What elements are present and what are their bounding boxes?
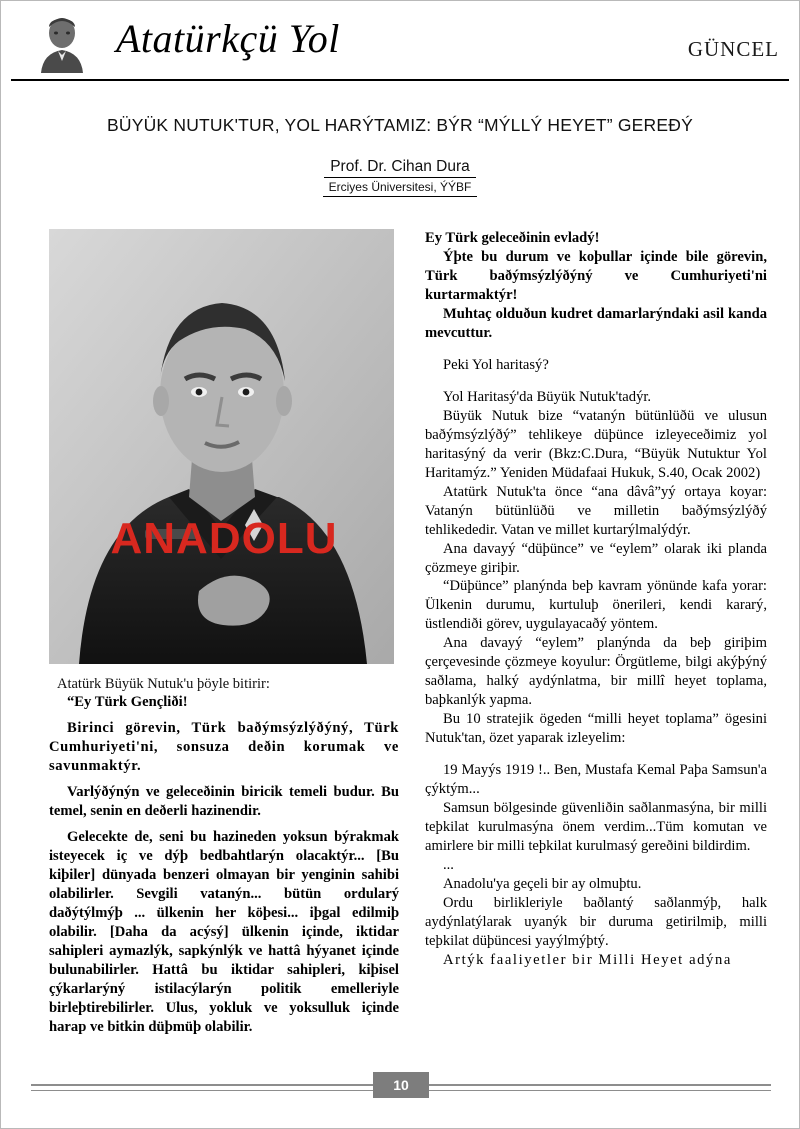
- masthead-title: Atatürkçü Yol: [116, 16, 340, 61]
- article-author: Prof. Dr. Cihan Dura: [324, 158, 476, 178]
- left-paragraph-1: Birinci görevin, Türk baðýmsýzlýðýný, Türk Cumhuriyeti'ni, sonsuza deðin korumak ve savunmaktýr.: [49, 719, 399, 774]
- page-number: 10: [373, 1072, 429, 1098]
- right-paragraph-3: Peki Yol haritasý?: [443, 356, 549, 373]
- article-affiliation: Erciyes Üniversitesi, ÝÝBF: [323, 179, 478, 197]
- photo-caption: Atatürk Büyük Nutuk'u þöyle bitirir:: [57, 676, 270, 692]
- left-paragraph-3: Gelecekte de, seni bu hazineden yoksun býrakmak isteyecek iç ve dýþ bedbahtlarýn olacaktýr... [Bu kiþiler] dünyada benzeri olmayan bir yenginin sahibi olabilirler. Sevgili vatanýn... bütün ordularý daðýtýlmýþ ... ülkenin her köþesi... iþgal edilmiþ olabilir. [Daha da acýsý] ülkenin içinde, iktidar sahipleri aymazlýk, sapkýnlýk ve hattâ hýyanet içinde bulunabilirler. Hattâ bu iktidar sahipleri, kiþisel çýkarlarýný istilacýlarýn politik emelleriyle birleþtirebilirler. Ulus, yokluk ve yoksulluk içinde harap ve bitkin düþmüþ olabilir.: [49, 828, 399, 1035]
- ataturk-photo: [49, 229, 394, 664]
- right-paragraph-10: Bu 10 stratejik ögeden “milli heyet toplama” ögesini Nutuk'tan, özet yaparak izleyelim:: [425, 711, 767, 747]
- masthead-section: GÜNCEL: [687, 37, 779, 61]
- right-paragraph-13: ...: [443, 857, 454, 874]
- ataturk-portrait-icon: [31, 11, 93, 73]
- right-paragraph-7: Ana davayý “düþünce” ve “eylem” olarak iki planda çözmeye giriþir.: [425, 540, 767, 576]
- page-footer: [1, 1072, 800, 1106]
- right-paragraph-12: Samsun bölgesinde güvenliðin saðlanmasýna, bir milli teþkilat kurulmasýna önem verdim...Tüm komutan ve amirlere bir milli teþkilat kurulmasý gereðini bildirdim.: [425, 800, 767, 855]
- right-paragraph-11: 19 Mayýs 1919 !.. Ben, Mustafa Kemal Paþa Samsun'a çýktým...: [425, 762, 767, 798]
- right-paragraph-14: Anadolu'ya geçeli bir ay olmuþtu.: [443, 876, 642, 892]
- right-paragraph-15: Ordu birlikleriyle baðlantý saðlanmýþ, halk aydýnlatýlarak uyanýk bir duruma getirilmiþ, milli teþkilat düþüncesi yayýlmýþtý.: [425, 894, 767, 949]
- article-title: BÜYÜK NUTUK'TUR, YOL HARÝTAMIZ: BÝR “MÝLLÝ HEYET” GEREÐÝ: [107, 115, 693, 135]
- right-paragraph-2: Muhtaç olduðun kudret damarlarýndaki asil kanda mevcuttur.: [425, 305, 767, 341]
- byline-block: [1, 158, 799, 197]
- left-paragraph-2: Varlýðýnýn ve geleceðinin biricik temeli budur. Bu temel, senin en deðerli hazinendir.: [49, 783, 399, 819]
- watermark-text: ANADOLU: [110, 514, 338, 563]
- right-paragraph-6: Atatürk Nutuk'ta önce “ana dâvâ”yý ortaya koyar: Vatanýn bütünlüðü ve milletin baðýmsýzlýðý tehlikededir. Vatan ve millet kurtarýlmalýdýr.: [425, 483, 767, 538]
- right-paragraph-16: Artýk faaliyetler bir Milli Heyet adýna: [443, 951, 732, 968]
- left-column: [49, 229, 399, 1036]
- right-paragraph-4: Yol Haritasý'da Büyük Nutuk'tadýr.: [443, 388, 652, 405]
- left-paragraph-0: “Ey Türk Gençliði!: [67, 694, 188, 710]
- right-paragraph-5: Büyük Nutuk bize “vatanýn bütünlüðü ve ulusun baðýmsýzlýðý” tehlikeye düþünce izleyeceðimiz yol haritasýný da verir (Bkz:C.Dura, “Büyük Nutuktur Yol Haritamýz.” Yeniden Müdafaai Hukuk, S.40, Ocak 2002): [425, 407, 767, 481]
- right-column: [425, 229, 767, 970]
- right-paragraph-1: Ýþte bu durum ve koþullar içinde bile görevin, Türk baðýmsýzlýðýný ve Cumhuriyeti'ni kurtarmaktýr!: [425, 248, 767, 303]
- right-paragraph-0: Ey Türk geleceðinin evladý!: [425, 230, 600, 246]
- right-paragraph-8: “Düþünce” planýnda beþ kavram yönünde kafa yorar: Ülkenin durumu, kurtuluþ önerileri, kendi kararý, üstlendiði görev, uygulayacaðý yöntem.: [425, 578, 767, 633]
- masthead: [11, 9, 789, 81]
- right-paragraph-9: Ana davayý “eylem” planýnda da beþ giriþim çerçevesinde çözmeye koyulur: Örgütleme, bilgi akýþýný saðlama, halký aydýnlatma, bir millî heyet toplama, baþkanlýk yapma.: [425, 635, 767, 709]
- article-body: [1, 229, 800, 1069]
